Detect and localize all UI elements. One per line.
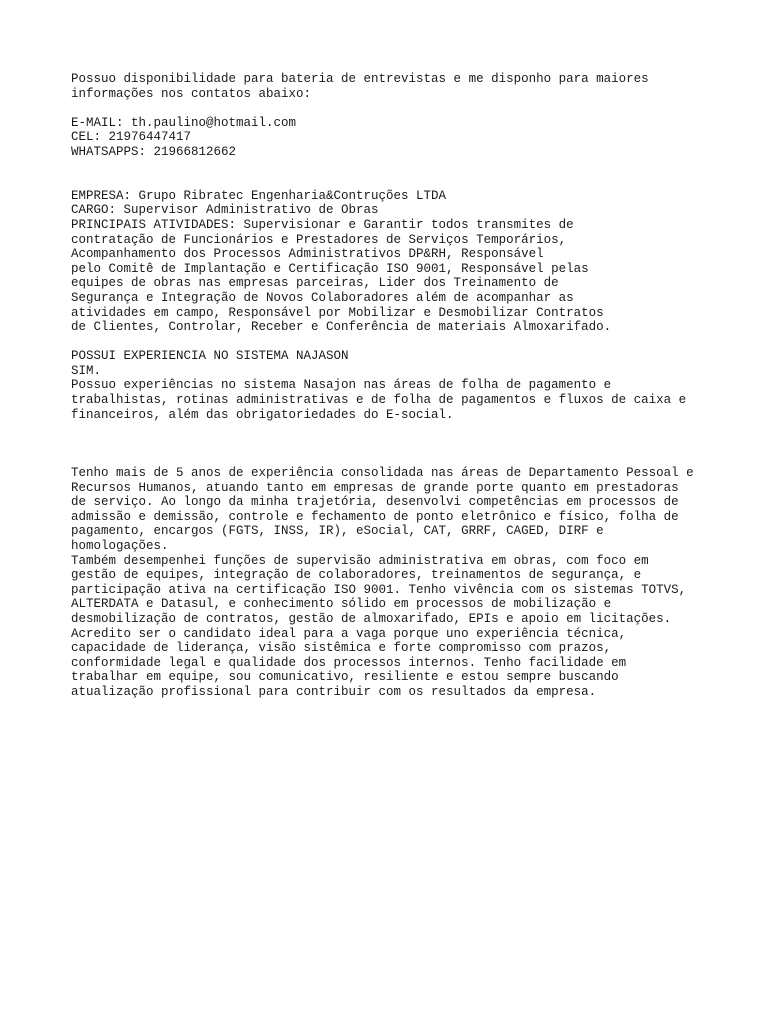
text-line: conformidade legal e qualidade dos processos internos. Tenho facilidade em — [71, 655, 627, 670]
text-line: Possuo disponibilidade para bateria de entrevistas e me disponho para maiores — [71, 72, 649, 86]
company-line: EMPRESA: Grupo Ribratec Engenharia&Contruções LTDA — [71, 188, 447, 203]
text-line: ALTERDATA e Datasul, e conhecimento sólido em processos de mobilização e — [71, 597, 612, 612]
text-line: Tenho mais de 5 anos de experiência consolidada nas áreas de Departamento Pessoal e — [71, 466, 694, 481]
text-line: homologações. — [71, 539, 169, 553]
intro-paragraph — [71, 72, 761, 101]
text-line: de serviço. Ao longo da minha trajetória, desenvolvi competências em processos de — [71, 495, 679, 510]
email-line: E-MAIL: th.paulino@hotmail.com — [71, 115, 297, 130]
text-line: Possuo experiências no sistema Nasajon nas áreas de folha de pagamento e — [71, 378, 612, 393]
role-line: CARGO: Supervisor Administrativo de Obras — [71, 203, 379, 218]
contact-block — [71, 116, 761, 160]
text-line: Recursos Humanos, atuando tanto em empresas de grande porte quanto em prestadoras — [71, 480, 679, 495]
text-line: Acredito ser o candidato ideal para a vaga porque uno experiência técnica, — [71, 626, 627, 641]
text-line: informações nos contatos abaixo: — [71, 86, 312, 101]
najason-block — [71, 349, 761, 422]
text-line: Acompanhamento dos Processos Administrativos DP&RH, Responsável — [71, 247, 544, 262]
text-line: Também desempenhei funções de supervisão administrativa em obras, com foco em — [71, 553, 649, 568]
text-line: de Clientes, Controlar, Receber e Conferência de materiais Almoxarifado. — [71, 320, 612, 335]
text-line: equipes de obras nas empresas parceiras, Lider dos Treinamento de — [71, 276, 559, 291]
text-line: contratação de Funcionários e Prestadores de Serviços Temporários, — [71, 232, 567, 247]
text-line: financeiros, além das obrigatoriedades do E-social. — [71, 407, 454, 422]
text-line: desmobilização de contratos, gestão de almoxarifado, EPIs e apoio em licitações. — [71, 611, 672, 626]
activities-line: PRINCIPAIS ATIVIDADES: Supervisionar e Garantir todos transmites de — [71, 217, 574, 232]
experience-block — [71, 189, 761, 335]
text-line: capacidade de liderança, visão sistêmica e forte compromisso com prazos, — [71, 641, 612, 656]
najason-heading: POSSUI EXPERIENCIA NO SISTEMA NAJASON — [71, 349, 349, 364]
text-line: atividades em campo, Responsável por Mobilizar e Desmobilizar Contratos — [71, 305, 604, 320]
text-line: pagamento, encargos (FGTS, INSS, IR), eSocial, CAT, GRRF, CAGED, DIRF e — [71, 524, 604, 539]
summary-block — [71, 466, 761, 700]
text-line: trabalhistas, rotinas administrativas e de folha de pagamentos e fluxos de caixa e — [71, 393, 687, 408]
document-body — [71, 72, 761, 700]
text-line: pelo Comitê de Implantação e Certificação ISO 9001, Responsável pelas — [71, 261, 589, 276]
whatsapp-line: WHATSAPPS: 21966812662 — [71, 144, 237, 159]
cel-line: CEL: 21976447417 — [71, 130, 192, 145]
najason-answer: SIM. — [71, 363, 102, 378]
text-line: atualização profissional para contribuir com os resultados da empresa. — [71, 684, 597, 699]
text-line: participação ativa na certificação ISO 9001. Tenho vivência com os sistemas TOTVS, — [71, 582, 687, 597]
text-line: gestão de equipes, integração de colaboradores, treinamentos de segurança, e — [71, 568, 642, 583]
text-line: admissão e demissão, controle e fechamento de ponto eletrônico e físico, folha de — [71, 509, 679, 524]
text-line: Segurança e Integração de Novos Colaboradores além de acompanhar as — [71, 290, 574, 305]
text-line: trabalhar em equipe, sou comunicativo, resiliente e estou sempre buscando — [71, 670, 619, 685]
